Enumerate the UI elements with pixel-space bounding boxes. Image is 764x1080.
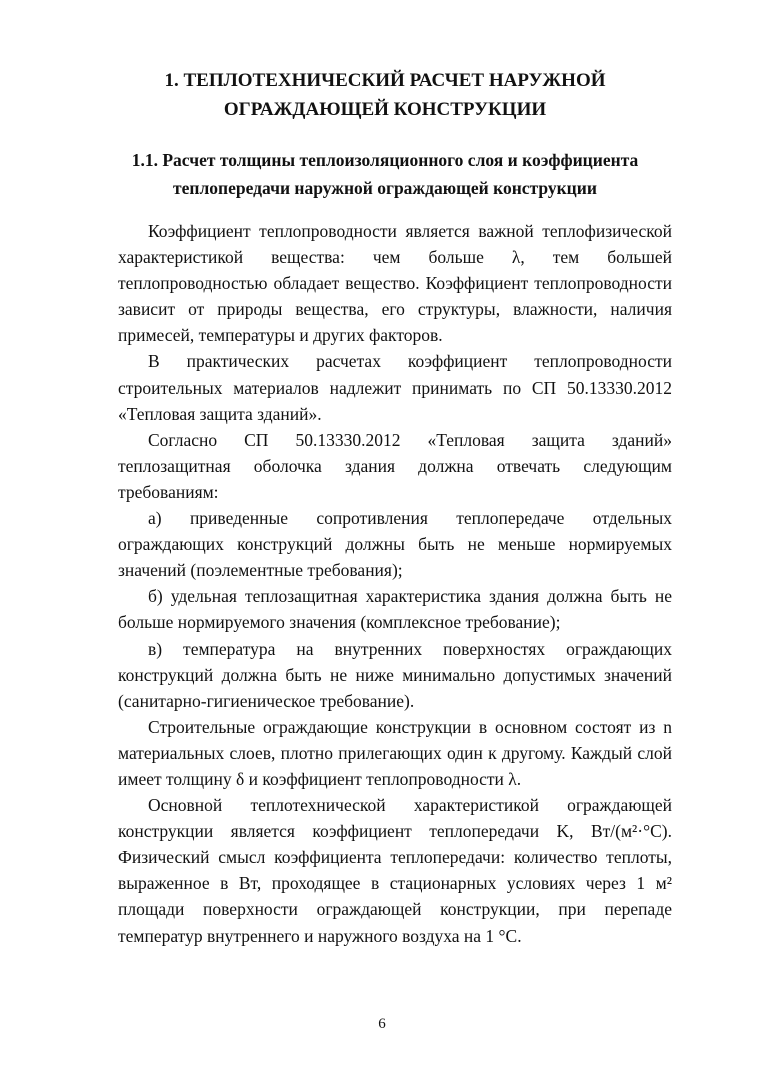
paragraph-material-layers: Строительные ограждающие конструкции в основном состоят из n материальных слоев, плотно прилегающих один к другому. Каждый слой имеет толщину δ и коэффициент теплопроводности λ. [118, 716, 672, 789]
section-title-line-2: теплопередачи наружной ограждающей конструкции [173, 178, 597, 198]
chapter-title-line-2: ОГРАЖДАЮЩЕЙ КОНСТРУКЦИИ [223, 99, 547, 120]
paragraph-requirements-intro: Согласно СП 50.13330.2012 «Тепловая защита зданий» теплозащитная оболочка здания должна отвечать следующим требованиям: [118, 429, 672, 502]
chapter-title [100, 66, 670, 124]
page-number: 6 [378, 1016, 386, 1032]
paragraph-practical-calculations: В практических расчетах коэффициент теплопроводности строительных материалов надлежит принимать по СП 50.13330.2012 «Тепловая защита зданий». [118, 351, 672, 424]
section-title-line-1: 1.1. Расчет толщины теплоизоляционного слоя и коэффициента [131, 150, 639, 170]
paragraph-thermal-conductivity: Коэффициент теплопроводности является важной теплофизической характеристикой вещества: чем больше λ, тем большей теплопроводностью обладает вещество. Коэффициент теплопроводности зависит от природы вещества, его структуры, влажности, наличия примесей, температуры и других факторов. [118, 221, 672, 346]
paragraph-requirement-b: б) удельная теплозащитная характеристика здания должна быть не больше нормируемого значения (комплексное требование); [118, 586, 672, 633]
chapter-title-line-1: 1. ТЕПЛОТЕХНИЧЕСКИЙ РАСЧЕТ НАРУЖНОЙ [164, 70, 606, 91]
body-text [118, 218, 672, 949]
paragraph-requirement-a: а) приведенные сопротивления теплопередаче отдельных ограждающих конструкций должны быть не меньше нормируемых значений (поэлементные требования); [118, 508, 672, 581]
section-title [100, 146, 670, 202]
paragraph-requirement-c: в) температура на внутренних поверхностях ограждающих конструкций должна быть не ниже минимально допустимых значений (санитарно-гигиеническое требование). [118, 638, 672, 711]
paragraph-heat-transfer-coefficient: Основной теплотехнической характеристикой ограждающей конструкции является коэффициент теплопередачи K, Вт/(м²·°С). Физический смысл коэффициента теплопередачи: количество теплоты, выраженное в Вт, проходящее в стационарных условиях через 1 м² площади поверхности ограждающей конструкции, при перепаде температур внутреннего и наружного воздуха на 1 °С. [118, 795, 672, 946]
